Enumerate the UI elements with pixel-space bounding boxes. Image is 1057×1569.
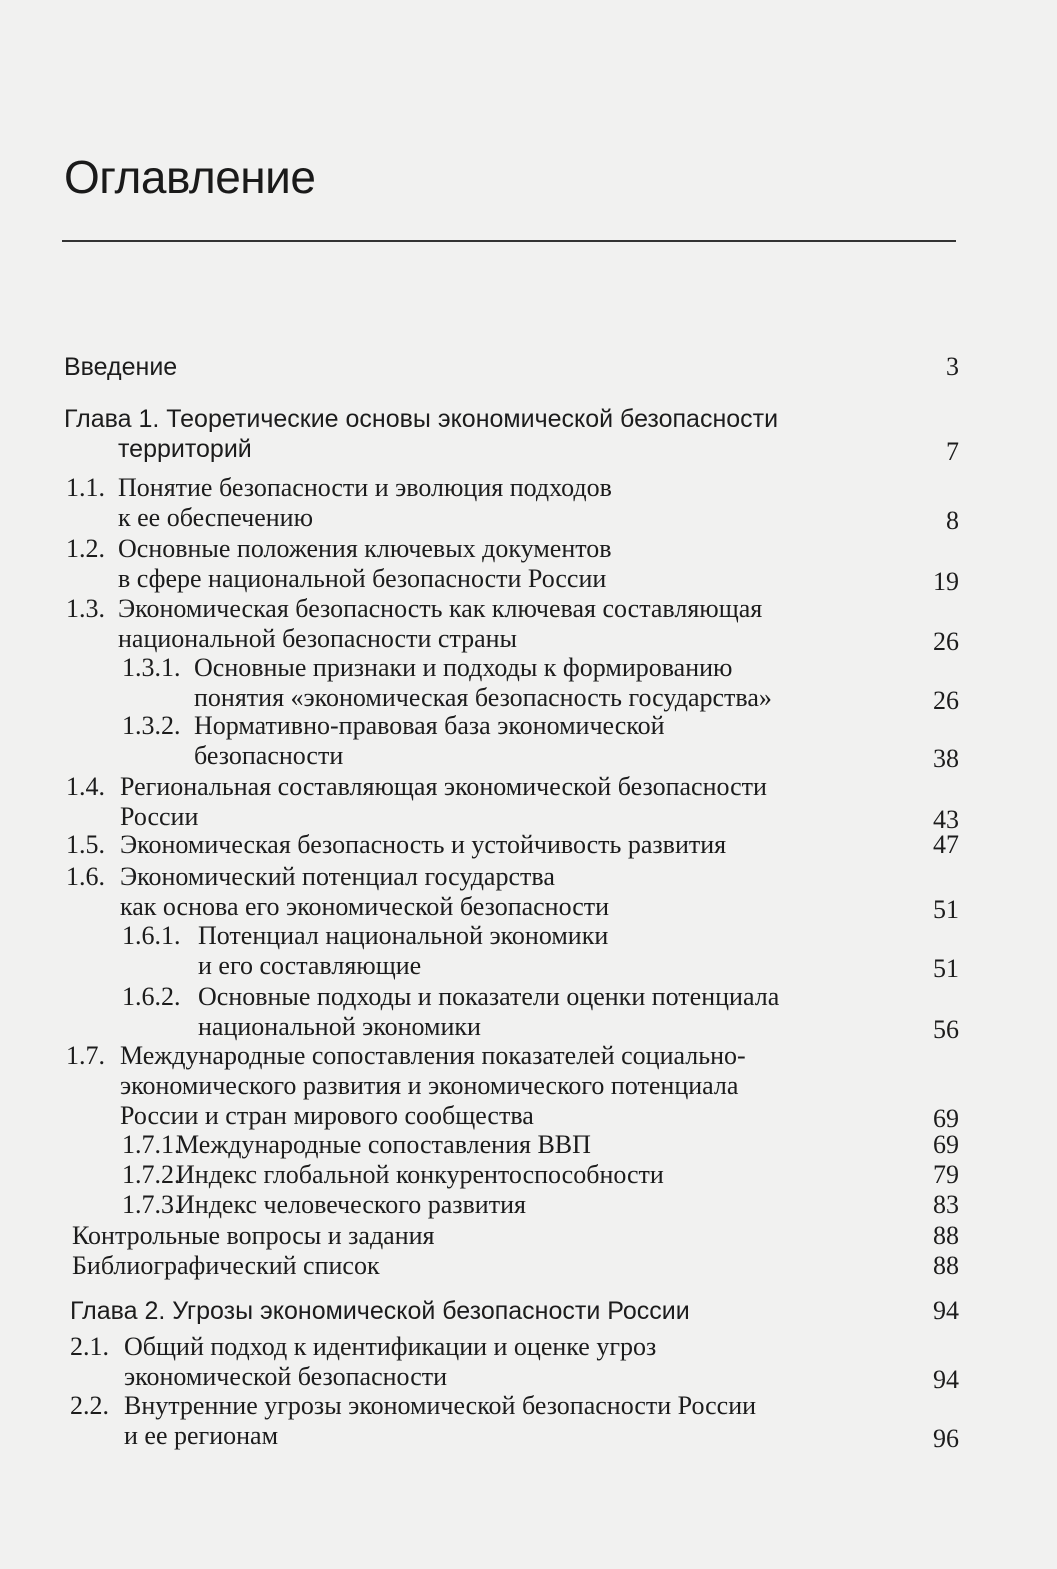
toc-entry-title-line: Экономическая безопасность как ключевая составляющая [118,594,763,623]
toc-entry-title-line: национальной экономики [198,1012,481,1041]
toc-entry-title-line: Глава 1. Теоретические основы экономической безопасности [64,405,779,433]
toc-entry-number: 2.1. [70,1332,109,1361]
toc-entry-title-line: понятия «экономическая безопасность государства» [194,683,772,712]
toc-entry-page: 94 [933,1365,959,1394]
toc-entry-number: 1.7.1. [122,1130,181,1159]
toc-entry-number: 2.2. [70,1391,109,1420]
toc-entry-number: 1.4. [66,772,105,801]
toc-entry-title-line: к ее обеспечению [118,503,313,532]
toc-entry-page: 19 [933,567,959,596]
toc-entry-page: 88 [933,1221,959,1250]
toc-entry-title-line: экономического развития и экономического потенциала [120,1071,739,1100]
toc-entry-number: 1.5. [66,830,105,859]
toc-entry-title-line: в сфере национальной безопасности России [118,564,607,593]
toc-entry-title-line: Основные положения ключевых документов [118,534,612,563]
toc-entry-number: 1.6.1. [122,921,181,950]
toc-entry-title-line: территорий [118,435,252,463]
toc-entry-title-line: Основные подходы и показатели оценки потенциала [198,982,780,1011]
toc-entry-number: 1.3. [66,594,105,623]
toc-entry-title-line: Индекс человеческого развития [176,1190,526,1219]
toc-entry-page: 88 [933,1251,959,1280]
toc-entry-page: 47 [933,830,959,859]
toc-entry-title-line: Экономическая безопасность и устойчивость развития [120,830,727,859]
toc-entry-title-line: Международные сопоставления показателей социально- [120,1041,746,1070]
toc-entry-page: 79 [933,1160,959,1189]
toc-entry-title-line: экономической безопасности [124,1362,448,1391]
toc-entry-page: 8 [946,506,959,535]
toc-entry-title-line: Библиографический список [72,1251,380,1280]
toc-entry-number: 1.6.2. [122,982,181,1011]
toc-entry-number: 1.7.2. [122,1160,181,1189]
toc-entry-page: 43 [933,805,959,834]
toc-entry-title-line: Основные признаки и подходы к формированию [194,653,733,682]
toc-entry-page: 51 [933,954,959,983]
page-title: Оглавление [64,151,316,203]
toc-entry-number: 1.6. [66,862,105,891]
toc-entry-title-line: Понятие безопасности и эволюция подходов [118,473,612,502]
toc-entry-page: 69 [933,1130,959,1159]
toc-entry-title-line: Глава 2. Угрозы экономической безопасности России [70,1297,690,1325]
toc-entry-page: 38 [933,744,959,773]
toc-entry-title-line: Международные сопоставления ВВП [176,1130,591,1159]
toc-entry-title-line: Потенциал национальной экономики [198,921,609,950]
toc-entry-title-line: России и стран мирового сообщества [120,1101,534,1130]
toc-entry-title-line: национальной безопасности страны [118,624,518,653]
toc-entry-title-line: Общий подход к идентификации и оценке угроз [124,1332,657,1361]
toc-entry-title-line: Внутренние угрозы экономической безопасности России [124,1391,757,1420]
toc-entry-number: 1.7.3. [122,1190,181,1219]
toc-entry-page: 83 [933,1190,959,1219]
toc-entry-page: 3 [946,352,959,381]
toc-entry-number: 1.3.1. [122,653,181,682]
toc-entry-title-line: Индекс глобальной конкурентоспособности [176,1160,664,1189]
toc-entry-title-line: безопасности [194,741,344,770]
toc-entry-number: 1.1. [66,473,105,502]
toc-entry-title-line: России [120,802,199,831]
toc-entry-title-line: Введение [64,353,178,381]
toc-entry-title-line: Экономический потенциал государства [120,862,555,891]
toc-entry-number: 1.2. [66,534,105,563]
toc-entry-page: 94 [933,1296,959,1325]
toc-entry-title-line: Региональная составляющая экономической безопасности [120,772,767,801]
toc-entry-page: 96 [933,1424,959,1453]
toc-entry-page: 56 [933,1015,959,1044]
toc-entry-title-line: Контрольные вопросы и задания [72,1221,435,1250]
toc-entry-page: 7 [946,437,959,466]
toc-entry-page: 26 [933,627,959,656]
toc-entry-number: 1.3.2. [122,711,181,740]
toc-entry-page: 51 [933,895,959,924]
toc-entry-title-line: как основа его экономической безопасности [120,892,610,921]
toc-entry-title-line: и ее регионам [124,1421,279,1450]
toc-entry-title-line: и его составляющие [198,951,422,980]
toc-entry-title-line: Нормативно-правовая база экономической [194,711,665,740]
toc-entry-page: 26 [933,686,959,715]
toc-entry-page: 69 [933,1104,959,1133]
toc-entry-number: 1.7. [66,1041,105,1070]
